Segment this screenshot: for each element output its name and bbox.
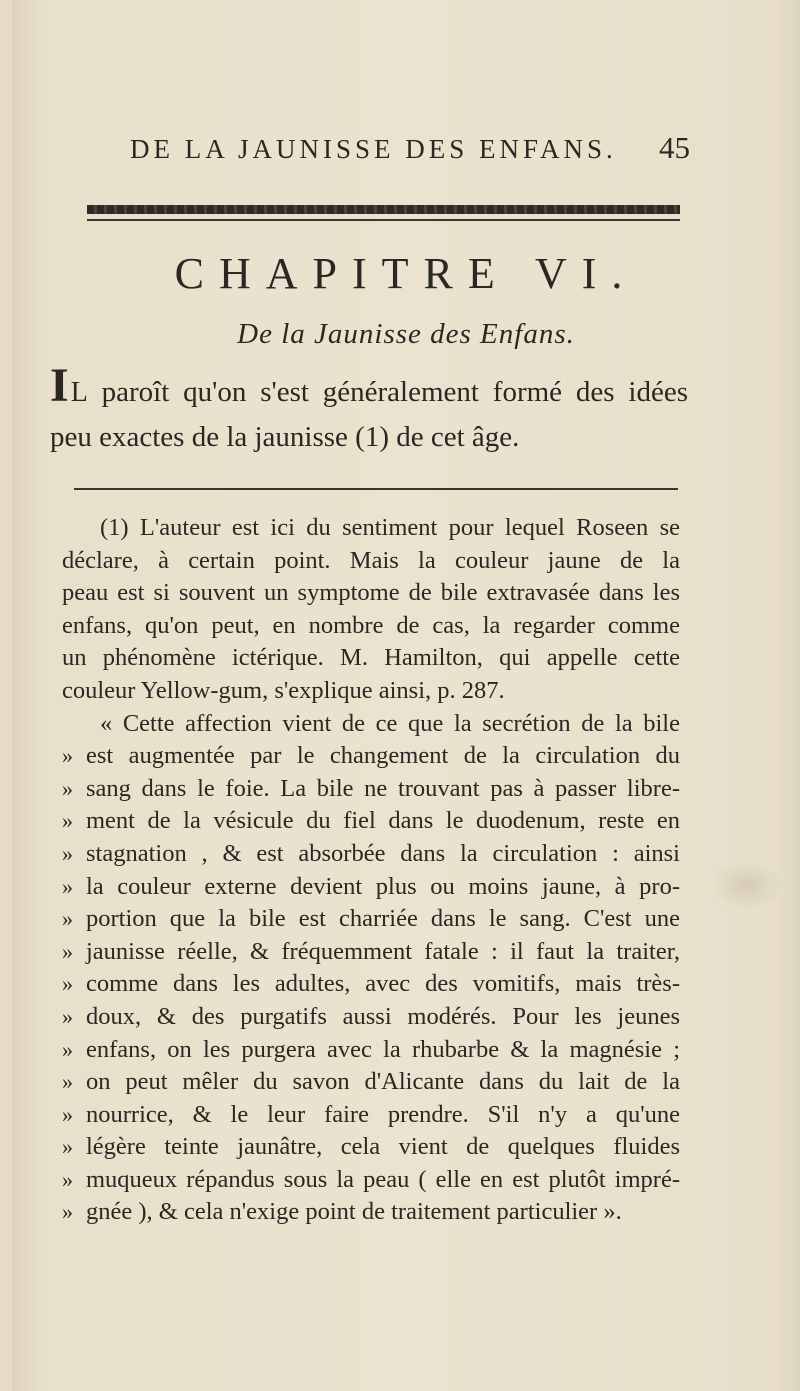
guillemet-marker: » bbox=[62, 1003, 73, 1029]
quote-text: est augmentée par le changement de la circulation du bbox=[86, 742, 680, 770]
quote-text: on peut mêler du savon d'Alicante dans du lait de la bbox=[86, 1068, 680, 1096]
guillemet-marker: » bbox=[62, 971, 73, 997]
drop-cap: I bbox=[50, 359, 69, 412]
guillemet-marker: » bbox=[62, 1134, 73, 1160]
quote-line bbox=[62, 1131, 680, 1164]
guillemet-marker: » bbox=[62, 808, 73, 834]
quote-text: ment de la vésicule du fiel dans le duodenum, reste en bbox=[86, 807, 680, 835]
running-head bbox=[130, 128, 690, 172]
footnote-line: couleur Yellow-gum, s'explique ainsi, p. 287. bbox=[62, 676, 505, 704]
guillemet-marker: » bbox=[62, 1199, 73, 1225]
quote-text: la couleur externe devient plus ou moins jaune, à pro- bbox=[86, 872, 680, 900]
footnote-line: peau est si souvent un symptome de bile extravasée dans les bbox=[62, 579, 680, 607]
guillemet-marker: » bbox=[62, 840, 73, 866]
guillemet-marker: » bbox=[62, 906, 73, 932]
footnote-line: enfans, qu'on peut, en nombre de cas, la regarder comme bbox=[62, 611, 680, 639]
quote-line bbox=[62, 1001, 680, 1034]
quote-line bbox=[62, 1099, 680, 1132]
quote-text: portion que la bile est charriée dans le sang. C'est une bbox=[86, 905, 680, 933]
chapter-subtitle: De la Jaunisse des Enfans. bbox=[237, 318, 575, 350]
quote-text: nourrice, & le leur faire prendre. S'il n'y a qu'une bbox=[86, 1100, 680, 1128]
header-rule-thick bbox=[87, 205, 680, 214]
quote-line bbox=[62, 903, 680, 936]
quote-line bbox=[62, 740, 680, 773]
guillemet-marker: » bbox=[62, 743, 73, 769]
book-page bbox=[12, 0, 800, 1391]
quote-line bbox=[62, 936, 680, 969]
footnote bbox=[62, 512, 680, 1229]
paper-stain bbox=[712, 860, 782, 910]
footnote-separator bbox=[74, 488, 678, 490]
footnote-line: déclare, à certain point. Mais la couleur jaune de la bbox=[62, 546, 680, 574]
quote-text: enfans, on les purgera avec la rhubarbe & la magnésie ; bbox=[86, 1035, 680, 1063]
guillemet-marker: » bbox=[62, 1101, 73, 1127]
footnote-line: un phénomène ictérique. M. Hamilton, qui appelle cette bbox=[62, 644, 680, 672]
quote-line bbox=[62, 773, 680, 806]
quote-line bbox=[62, 1196, 680, 1229]
quote-text: gnée ), & cela n'exige point de traitement particulier ». bbox=[86, 1198, 622, 1226]
quote-text: stagnation , & est absorbée dans la circulation : ainsi bbox=[86, 839, 680, 867]
quote-line bbox=[62, 838, 680, 871]
quote-line bbox=[62, 805, 680, 838]
intro-paragraph bbox=[50, 359, 688, 459]
quote-text: comme dans les adultes, avec des vomitifs, mais très- bbox=[86, 970, 680, 998]
quote-text: sang dans le foie. La bile ne trouvant pas à passer libre- bbox=[86, 774, 680, 802]
quote-opening-line: « Cette affection vient de ce que la secrétion de la bile bbox=[100, 709, 680, 737]
page-number: 45 bbox=[659, 130, 690, 165]
quote-line bbox=[62, 968, 680, 1001]
quote-text: jaunisse réelle, & fréquemment fatale : il faut la traiter, bbox=[86, 937, 680, 965]
guillemet-marker: » bbox=[62, 775, 73, 801]
guillemet-marker: » bbox=[62, 1166, 73, 1192]
guillemet-marker: » bbox=[62, 873, 73, 899]
footnote-line: (1) L'auteur est ici du sentiment pour lequel Roseen se bbox=[100, 514, 680, 541]
guillemet-marker: » bbox=[62, 1069, 73, 1095]
quote-line bbox=[62, 1034, 680, 1067]
quote-line bbox=[62, 1164, 680, 1197]
guillemet-marker: » bbox=[62, 938, 73, 964]
running-title: DE LA JAUNISSE DES ENFANS. bbox=[130, 134, 617, 164]
quote-line bbox=[62, 871, 680, 904]
chapter-title: CHAPITRE VI. bbox=[174, 249, 638, 298]
intro-text: paroît qu'on s'est généralement formé des idées peu exactes de la jaunisse (1) de cet âge. bbox=[50, 376, 688, 453]
quote-text: légère teinte jaunâtre, cela vient de quelques fluides bbox=[86, 1133, 680, 1161]
first-letter: L bbox=[70, 377, 88, 408]
quote-text: muqueux répandus sous la peau ( elle en est plutôt impré- bbox=[86, 1165, 680, 1193]
guillemet-marker: » bbox=[62, 1036, 73, 1062]
quote-text: doux, & des purgatifs aussi modérés. Pour les jeunes bbox=[86, 1002, 680, 1030]
quote-line bbox=[62, 1066, 680, 1099]
header-rule-thin bbox=[87, 219, 680, 221]
